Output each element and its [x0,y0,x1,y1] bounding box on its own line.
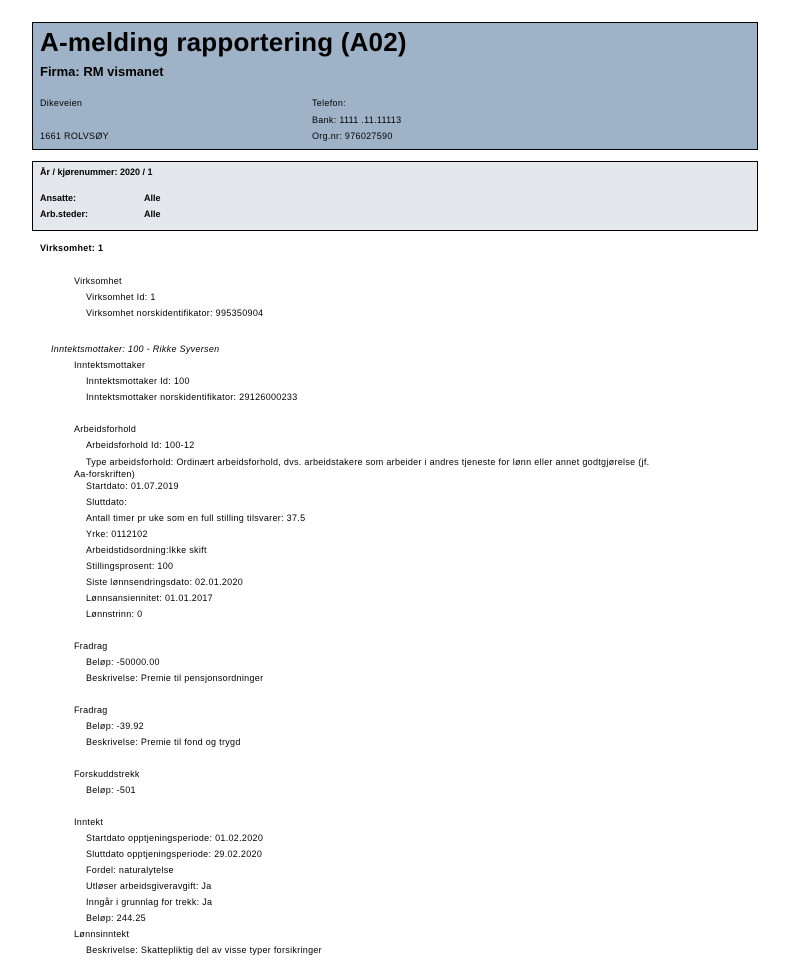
company-orgnr: Org.nr: 976027590 [312,131,393,141]
mottaker-label: Inntektsmottaker [74,360,146,370]
mottaker-heading: Inntektsmottaker: 100 - Rikke Syversen [51,344,220,354]
arbeidsforhold-ordning: Arbeidstidsordning:Ikke skift [86,545,207,555]
arbeidsforhold-yrke: Yrke: 0112102 [86,529,148,539]
mottaker-fnr: Inntektsmottaker norskidentifikator: 29126000233 [86,392,298,402]
company-name: Firma: RM vismanet [40,64,164,79]
year-run: År / kjørenummer: 2020 / 1 [40,167,153,177]
company-address: Dikeveien [40,98,83,108]
arbeidsforhold-ansiennitet: Lønnsansiennitet: 01.01.2017 [86,593,213,603]
mottaker-id: Inntektsmottaker Id: 100 [86,376,190,386]
forskuddstrekk-belop: Beløp: -501 [86,785,136,795]
fradrag2-belop: Beløp: -39.92 [86,721,144,731]
lonnsinntekt-beskrivelse: Beskrivelse: Skattepliktig del av visse typer forsikringer [86,945,322,955]
arbeidsforhold-type-cont: Aa-forskriften) [74,469,136,479]
report-header [32,22,758,150]
fradrag2-label: Fradrag [74,705,108,715]
arbeidsforhold-sluttdato: Sluttdato: [86,497,128,507]
arbeidsforhold-prosent: Stillingsprosent: 100 [86,561,174,571]
fradrag1-beskrivelse: Beskrivelse: Premie til pensjonsordninger [86,673,264,683]
arbeidsforhold-lonnsendring: Siste lønnsendringsdato: 02.01.2020 [86,577,244,587]
arbsteder-label: Arb.steder: [40,209,89,219]
inntekt-slutt: Sluttdato opptjeningsperiode: 29.02.2020 [86,849,263,859]
forskuddstrekk-label: Forskuddstrekk [74,769,140,779]
report-title: A-melding rapportering (A02) [40,27,407,57]
ansatte-label: Ansatte: [40,193,77,203]
fradrag1-label: Fradrag [74,641,108,651]
arbeidsforhold-id: Arbeidsforhold Id: 100-12 [86,440,195,450]
inntekt-label: Inntekt [74,817,104,827]
arbeidsforhold-label: Arbeidsforhold [74,424,137,434]
inntekt-aga: Utløser arbeidsgiveravgift: Ja [86,881,212,891]
inntekt-start: Startdato opptjeningsperiode: 01.02.2020 [86,833,264,843]
arbeidsforhold-type: Type arbeidsforhold: Ordinært arbeidsforhold, dvs. arbeidstakere som arbeider i andres tjeneste for lønn eller annet godtgjørelse (jf. [86,457,650,467]
arbeidsforhold-startdato: Startdato: 01.07.2019 [86,481,179,491]
inntekt-grunnlag: Inngår i grunnlag for trekk: Ja [86,897,213,907]
inntekt-fordel: Fordel: naturalytelse [86,865,174,875]
arbsteder-value: Alle [144,209,161,219]
virksomhet-id: Virksomhet Id: 1 [86,292,156,302]
company-postal: 1661 ROLVSØY [40,131,109,141]
company-bank: Bank: 1111 .11.11113 [312,115,402,125]
arbeidsforhold-timer: Antall timer pr uke som en full stilling tilsvarer: 37.5 [86,513,306,523]
virksomhet-orgnr: Virksomhet norskidentifikator: 995350904 [86,308,264,318]
inntekt-belop: Beløp: 244.25 [86,913,146,923]
fradrag2-beskrivelse: Beskrivelse: Premie til fond og trygd [86,737,241,747]
company-phone: Telefon: [312,98,346,108]
selection-box [32,161,758,231]
ansatte-value: Alle [144,193,161,203]
arbeidsforhold-trinn: Lønnstrinn: 0 [86,609,143,619]
virksomhet-label: Virksomhet [74,276,122,286]
virksomhet-heading: Virksomhet: 1 [40,243,104,253]
lonnsinntekt-label: Lønnsinntekt [74,929,130,939]
fradrag1-belop: Beløp: -50000.00 [86,657,160,667]
